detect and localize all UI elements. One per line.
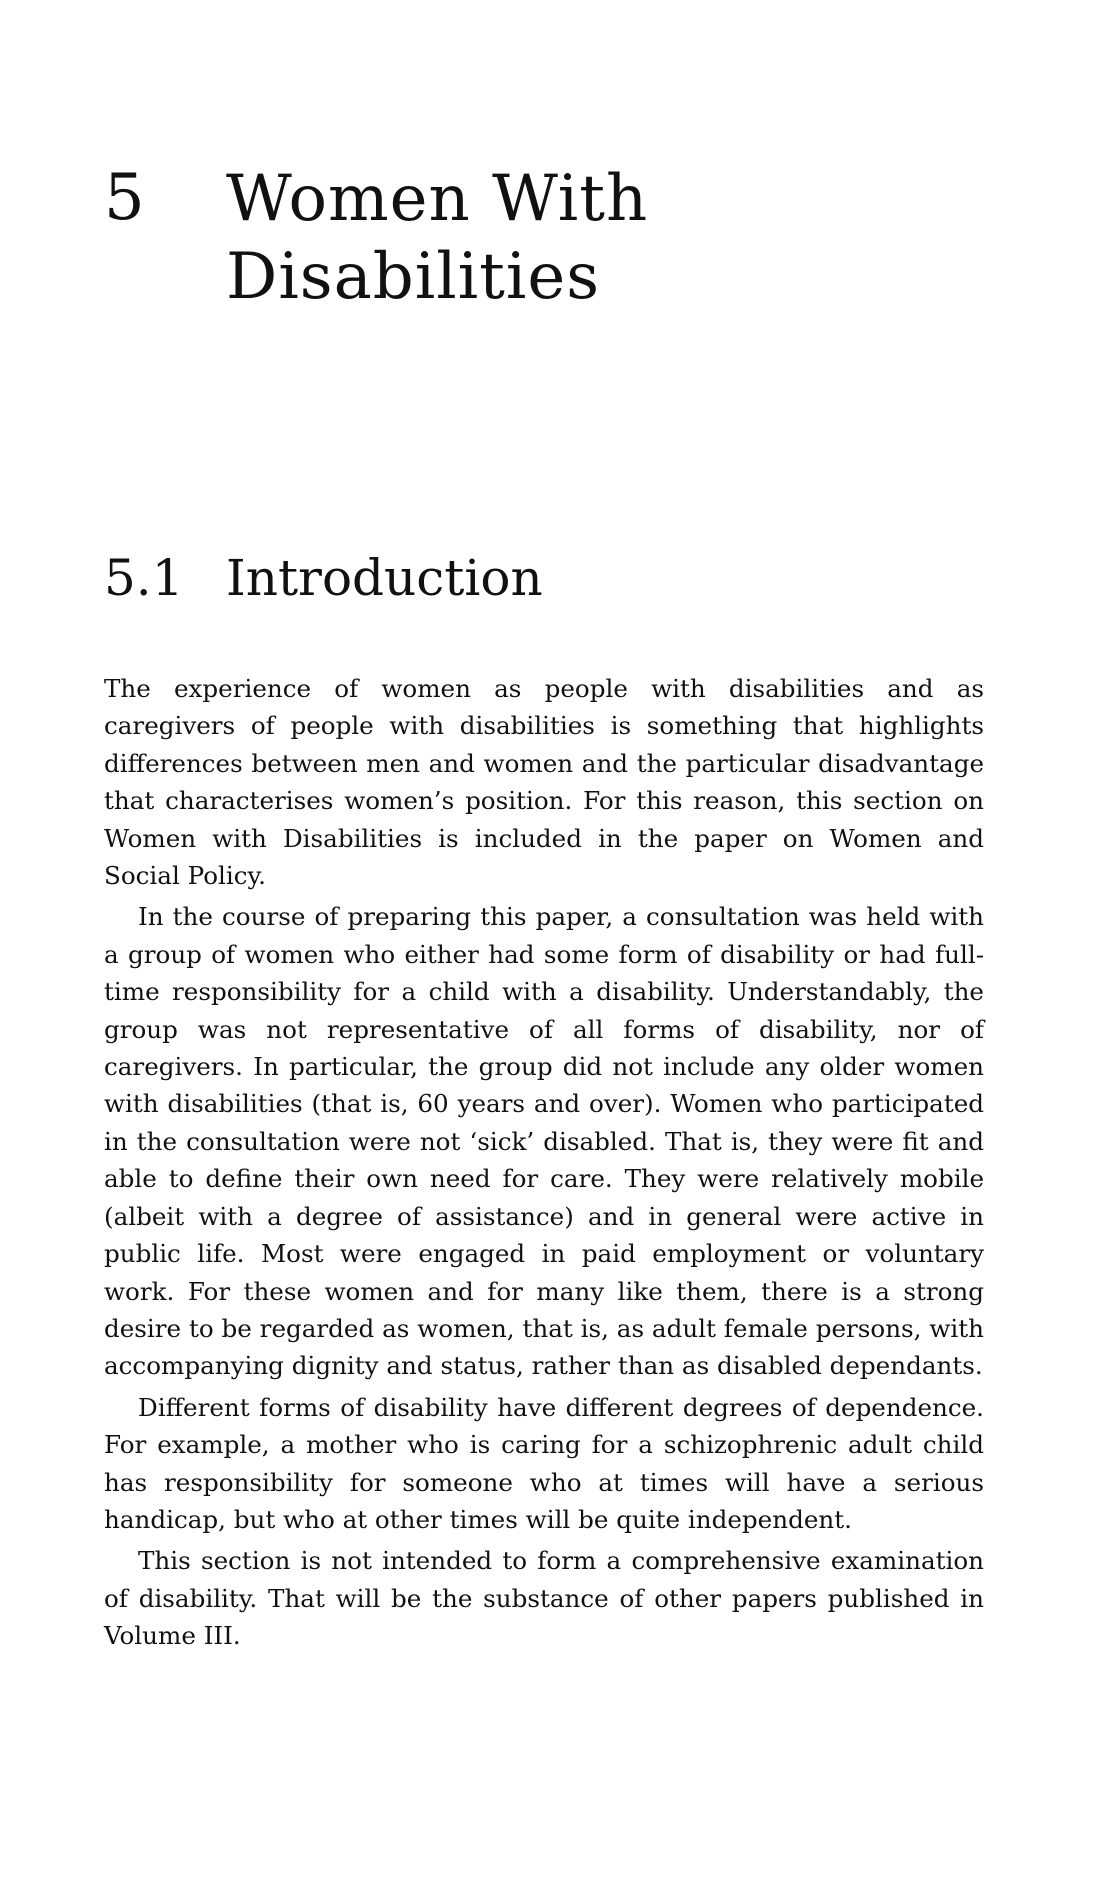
paragraph-1: The experience of women as people with disabilities and as caregivers of people with disabilities is something that highlights differences between men and women and the particular disadvantage that characterises women’s position. For this reason, this section on Women with Disabilities is included in the paper on Women and Social Policy. [104,674,984,891]
section-title: Introduction [226,549,543,607]
paragraph-4: This section is not intended to form a comprehensive examination of disability. That will be the substance of other papers published in Volume III. [104,1546,984,1651]
chapter-title-line-1: Women With [226,162,649,236]
chapter-heading [104,160,648,316]
chapter-title-line-2: Disabilities [226,240,601,314]
paragraph-3: Different forms of disability have different degrees of dependence. For example, a mother who is caring for a schizophrenic adult child has responsibility for someone who at times will have a serious handicap, but who at other times will be quite independent. [104,1392,984,1534]
chapter-number: 5 [104,161,146,235]
section-number: 5.1 [104,549,184,607]
chapter-title [226,160,648,316]
paragraph-2: In the course of preparing this paper, a consultation was held with a group of women who either had some form of disability or had full-time responsibility for a child with a disability. Understandably, the group was not representative of all forms of disability, nor of caregivers. In particular, the group did not include any older women with disabilities (that is, 60 years and over). Women who participated in the consultation were not ‘sick’ disabled. That is, they were fit and able to define their own need for care. They were relatively mobile (albeit with a degree of assistance) and in general were active in public life. Most were engaged in paid employment or voluntary work. For these women and for many like them, there is a strong desire to be regarded as women, that is, as adult female persons, with accompanying dignity and status, rather than as disabled dependants. [104,902,984,1381]
section-heading [104,548,543,608]
body-text [104,670,984,1659]
